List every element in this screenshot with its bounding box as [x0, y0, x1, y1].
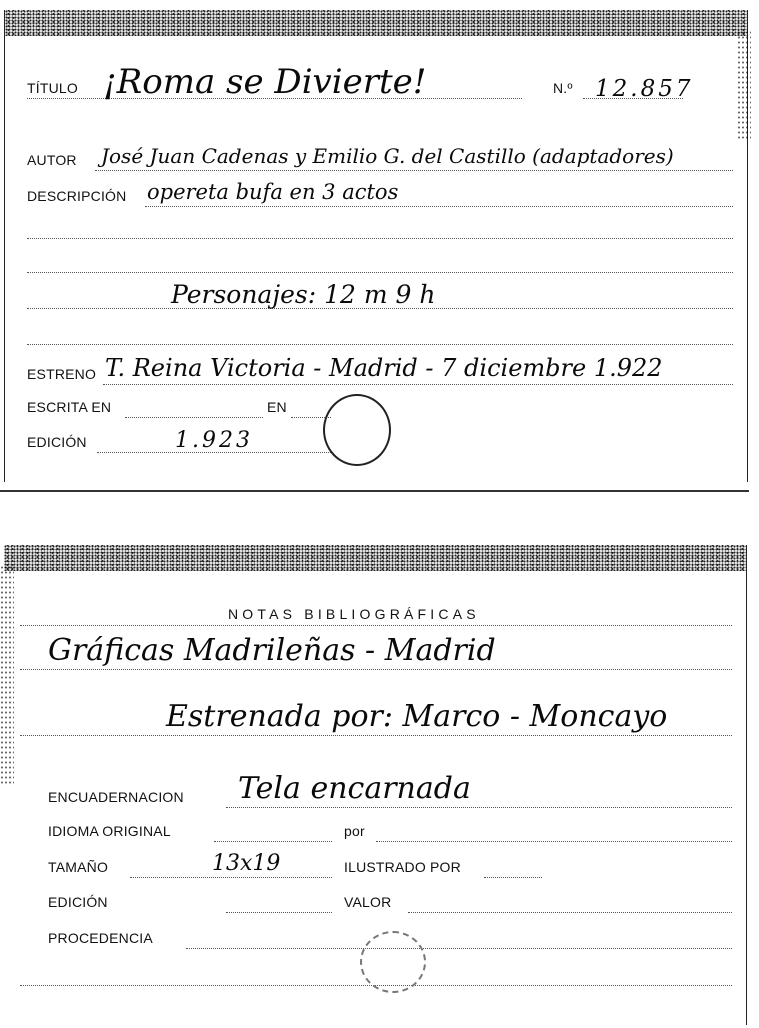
idioma-label: IDIOMA ORIGINAL — [48, 823, 171, 839]
idioma-line — [214, 841, 332, 842]
estreno-value: T. Reina Victoria - Madrid - 7 diciembre 1.922 — [105, 354, 663, 382]
descripcion-value: opereta bufa en 3 actos — [147, 180, 399, 204]
blank-seal-circle — [323, 394, 391, 466]
encuadernacion-label: ENCUADERNACION — [48, 789, 184, 805]
encuadernacion-value: Tela encarnada — [238, 771, 471, 806]
edicion-line — [226, 912, 332, 913]
escrita-label: ESCRITA EN — [27, 399, 112, 415]
speckle-border-right — [737, 30, 751, 140]
encuadernacion-line — [226, 807, 732, 808]
ilustrado-line — [484, 877, 542, 878]
descripcion-label: DESCRIPCIÓN — [27, 188, 127, 204]
descripcion-line — [145, 206, 733, 207]
procedencia-label: PROCEDENCIA — [48, 930, 153, 946]
notas-line-1 — [20, 625, 732, 626]
speckle-border-left — [0, 565, 14, 785]
valor-line — [408, 912, 732, 913]
blank-line-1 — [27, 238, 733, 239]
valor-label: VALOR — [344, 894, 392, 910]
estreno-line — [103, 384, 733, 385]
personajes-value: Personajes: 12 m 9 h — [171, 280, 436, 309]
ilustrado-label: ILUSTRADO POR — [344, 859, 461, 875]
numero-value: 12.857 — [595, 76, 694, 102]
speckle-border-top — [5, 10, 747, 36]
tamano-value: 13x19 — [212, 851, 281, 876]
escrita-line — [125, 417, 263, 418]
procedencia-line — [186, 948, 732, 949]
estreno-label: ESTRENO — [27, 366, 97, 382]
numero-label: N.º — [553, 80, 573, 96]
edicion-label: EDICIÓN — [27, 434, 87, 450]
notas-line-2 — [20, 669, 732, 670]
edicion-label: EDICIÓN — [48, 894, 108, 910]
speckle-border-top — [4, 545, 746, 571]
por-line — [376, 841, 732, 842]
blank-line-4 — [27, 344, 733, 345]
autor-line — [95, 170, 733, 171]
nota-line1: Gráficas Madrileñas - Madrid — [48, 633, 496, 668]
en-label: EN — [267, 399, 287, 415]
card-separator — [0, 490, 749, 492]
nota-line2: Estrenada por: Marco - Moncayo — [166, 699, 668, 734]
notas-line-3 — [20, 735, 732, 736]
catalog-card-back — [4, 545, 747, 1025]
por-label: por — [344, 823, 365, 839]
titulo-label: TÍTULO — [27, 80, 78, 96]
tamano-line — [130, 877, 332, 878]
tamano-label: TAMAÑO — [48, 859, 109, 875]
notas-heading: NOTAS BIBLIOGRÁFICAS — [228, 606, 480, 622]
faint-seal-circle — [360, 931, 426, 993]
autor-label: AUTOR — [27, 152, 77, 168]
catalog-card-front — [4, 10, 748, 482]
autor-value: José Juan Cadenas y Emilio G. del Castillo (adaptadores) — [101, 144, 674, 168]
edicion-value: 1.923 — [175, 428, 253, 453]
blank-line-2 — [27, 272, 733, 273]
titulo-value: ¡Roma se Divierte! — [103, 62, 427, 102]
